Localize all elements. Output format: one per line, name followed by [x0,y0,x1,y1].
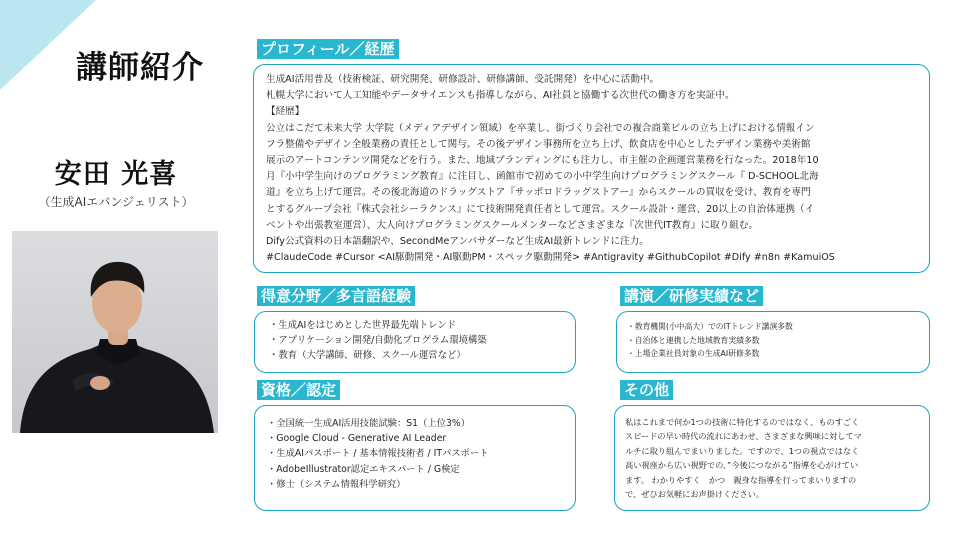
profile-line: 月『小中学生向けのプログラミング教育』に注目し、函館市で初めての小中学生向けプログラミングスクール『 D-SCHOOL北海 [266,171,819,183]
skills-heading: 得意分野／多言語経験 [257,286,415,306]
profile-line: ベントや出張教室運営）、大人向けプログラミングスクールメンターなどさまざまな『次世代IT教育』に取り組む。 [266,219,759,231]
profile-line: とするグループ会社『株式会社シーラクンス』にて技術開発責任者として運営。スクール設計・運営、20以上の自治体連携（イ [266,203,815,215]
profile-box [253,64,930,273]
talks-item: ・自治体と連携した地域教育実績多数 [627,335,760,345]
other-heading: その他 [620,380,673,400]
profile-line: 展示のアートコンテンツ開発などを行う。また、地域ブランディングにも注力し、市主催の企画運営業務を行なった。2018年10 [266,155,819,167]
skills-box [254,311,576,373]
profile-line: 道』を立ち上げて運営。その後北海道のドラッグストア『サッポロドラッグストアー』からスクールの買収を受け、教育を専門 [266,187,811,199]
other-line: で、ぜひお気軽にお声掛けください。 [625,489,765,500]
quals-box [254,405,576,511]
other-line: スピードの早い時代の流れにあわせ、さまざまな興味に対してマ [625,431,862,442]
speaker-photo [12,231,218,433]
profile-line: Dify公式資料の日本語翻訳や、SecondMeアンバサダーなど生成AI最新トレンドに注力。 [266,236,649,248]
quals-item: ・AdobeIllustrator認定エキスパート / G検定 [267,463,460,475]
other-line: ルチに取り組んでまいりました。ですので、1つの視点ではなく [625,445,860,456]
quals-item: ・修士（システム情報科学研究） [267,478,406,490]
quals-item: ・生成AIパスポート / 基本情報技術者 / ITパスポート [267,448,489,460]
profile-line: 生成AI活用普及（技術検証、研究開発、研修設計、研修講師、受託開発）を中心に活動中。 [266,74,660,85]
skills-item: ・アプリケーション開発/自動化プログラム環境構築 [269,335,487,346]
quals-item: ・Google Cloud - Generative AI Leader [267,433,447,445]
profile-hashtags: #ClaudeCode #Cursor <AI駆動開発・AI駆動PM・スペック駆動開発> #Antigravity #GithubCopilot #Dify #n8n #KamuiOS [266,252,835,264]
profile-line: 【経歴】 [266,106,305,118]
speaker-role: （生成AIエバンジェリスト） [38,195,194,209]
talks-item: ・教育機関(小中高大）でのITトレンド講演多数 [627,322,793,331]
speaker-name: 安田 光喜 [54,159,178,190]
other-box [614,405,930,511]
other-line: 私はこれまで何か1つの技術に特化するのではなく、ものすごく [625,417,860,427]
talks-item: ・上場企業社員対象の生成AI研修多数 [627,349,760,358]
quals-item: ・全国統一生成AI活用技能試験：S1（上位3%） [267,418,471,429]
page-title: 講師紹介 [76,50,204,86]
talks-box [616,311,930,373]
talks-heading: 講演／研修実績など [620,286,763,306]
other-line: ます。 わかりやすく かつ 親身な指導を行ってまいりますの [625,474,857,485]
profile-line: フラ整備やデザイン全般業務の責任として関与。その後デザイン事務所を立ち上げ、飲食店を中心としたデザイン業務や美術館 [266,138,811,150]
skills-item: ・生成AIをはじめとした世界最先端トレンド [269,320,457,331]
quals-heading: 資格／認定 [257,380,340,400]
other-line: 高い視座から広い視野での、”今後につながる”指導を心がけてい [625,460,859,471]
profile-heading: プロフィール／経歴 [257,39,399,59]
profile-line: 札幌大学において人工知能やデータサイエンスも指導しながら、AI社員と協働する次世代の働き方を実証中。 [266,90,735,102]
skills-item: ・教育（大学講師、研修、スクール運営など） [269,350,466,361]
profile-line: 公立はこだて未来大学 大学院（メディアデザイン領域）を卒業し、街づくり会社での複合商業ビルの立ち上げにおける情報イン [266,122,815,134]
